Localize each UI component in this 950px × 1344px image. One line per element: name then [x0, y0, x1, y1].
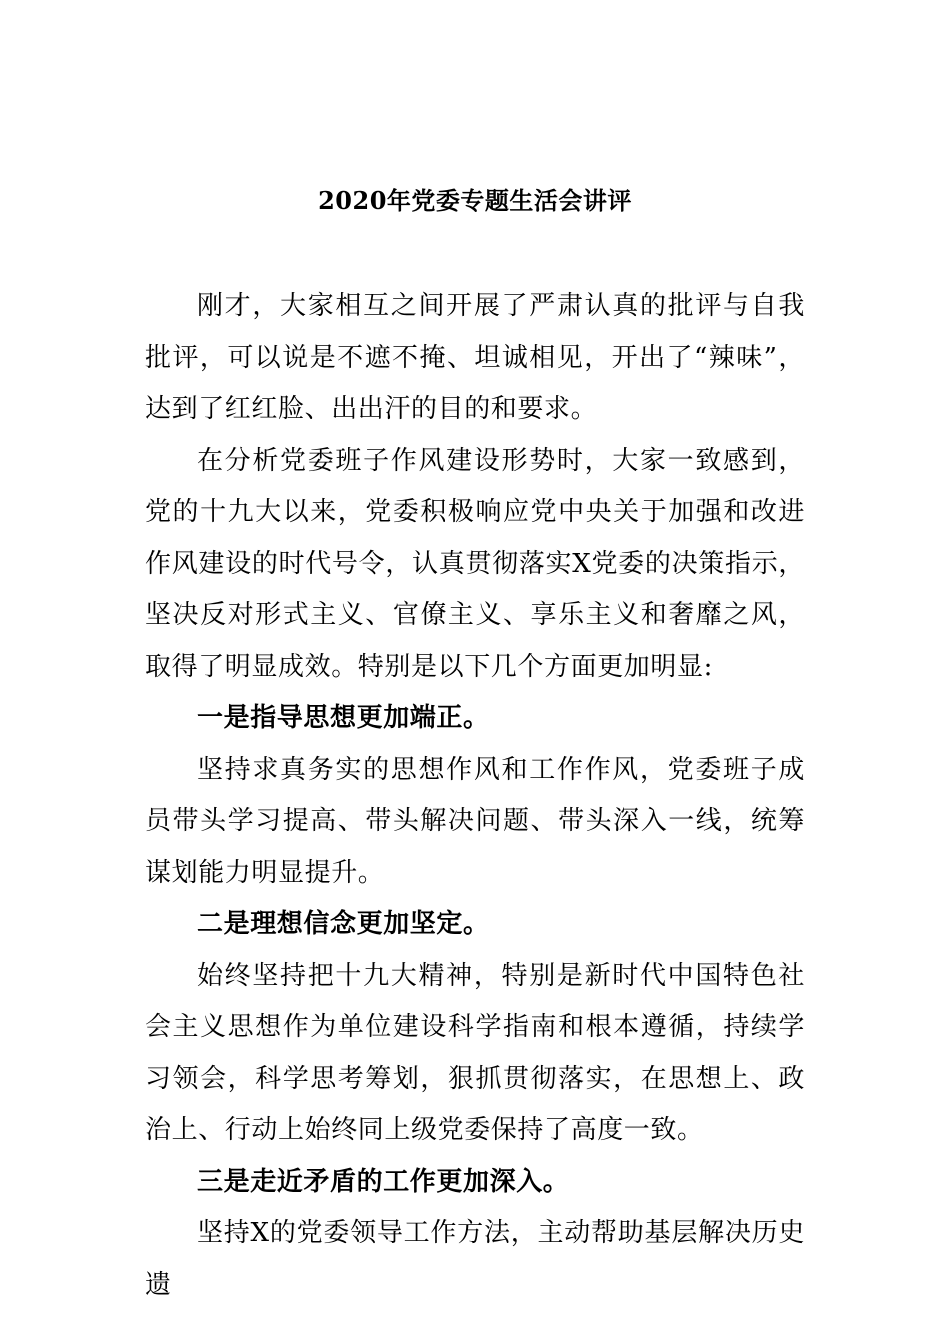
- paragraph-section-2: 始终坚持把十九大精神，特别是新时代中国特色社会主义思想作为单位建设科学指南和根本遵循，持续学习领会，科学思考筹划，狠抓贯彻落实，在思想上、政治上、行动上始终同上级党委保持了高度一致。: [145, 960, 805, 1145]
- section-heading-1: 一是指导思想更加端正。: [197, 703, 490, 733]
- section-heading-2: 二是理想信念更加坚定。: [197, 909, 490, 939]
- document-title: 2020年党委专题生活会讲评: [318, 186, 632, 215]
- paragraph-section-3: 坚持X的党委领导工作方法，主动帮助基层解决历史遗: [145, 1218, 805, 1300]
- section-heading-3: 三是走近矛盾的工作更加深入。: [197, 1166, 570, 1197]
- paragraph-intro: 刚才，大家相互之间开展了严肃认真的批评与自我批评，可以说是不遮不掩、坦诚相见，开出了“辣味”，达到了红红脸、出出汗的目的和要求。: [145, 291, 805, 424]
- document-body: [145, 281, 805, 1311]
- paragraph-style-analysis: 在分析党委班子作风建设形势时，大家一致感到，党的十九大以来，党委积极响应党中央关于加强和改进作风建设的时代号令，认真贯彻落实X党委的决策指示，坚决反对形式主义、官僚主义、享乐主义和奢靡之风，取得了明显成效。特别是以下几个方面更加明显:: [145, 445, 805, 682]
- paragraph-section-1: 坚持求真务实的思想作风和工作作风，党委班子成员带头学习提高、带头解决问题、带头深入一线，统筹谋划能力明显提升。: [145, 754, 805, 888]
